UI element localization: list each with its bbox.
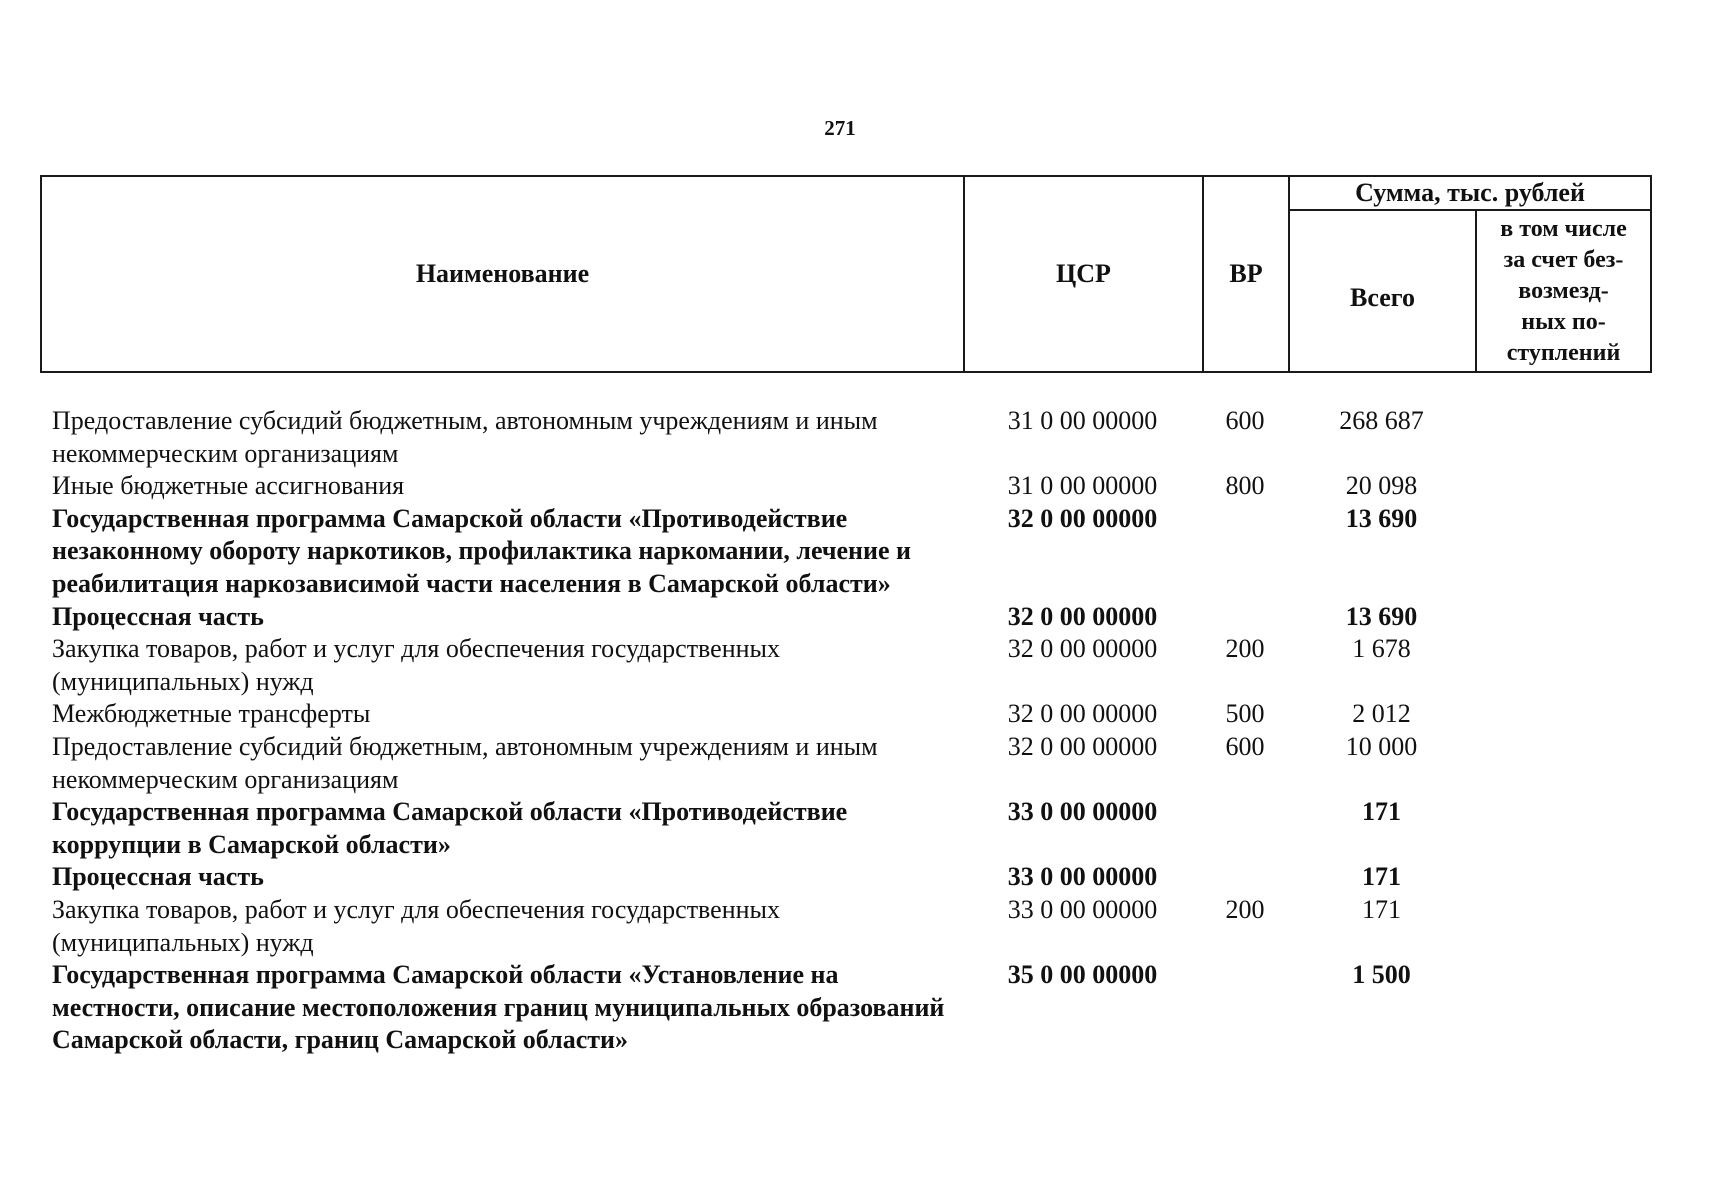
- row-incl: [1475, 698, 1650, 731]
- row-name: Предоставление субсидий бюджетным, автономным учреждениям и иным некоммерческим организациям: [52, 731, 878, 794]
- row-vr: [1202, 601, 1288, 634]
- row-total: 20 098: [1345, 471, 1418, 501]
- row-name: Государственная программа Самарской области «Установление на местности, описание местоположения границ муниципальных образований Самарской области, границ Самарской области»: [52, 960, 945, 1055]
- row-incl: [1475, 731, 1650, 796]
- header-incl-line: ных по-: [1521, 308, 1606, 335]
- row-vr: 800: [1225, 471, 1265, 501]
- row-vr: [1202, 959, 1288, 1057]
- row-vr: [1202, 796, 1288, 861]
- row-csr: 31 0 00 00000: [1007, 471, 1158, 501]
- table-row: [40, 503, 1650, 601]
- table-row: [40, 894, 1650, 959]
- page-number: 271: [824, 116, 856, 140]
- row-vr: [1202, 861, 1288, 894]
- header-csr: ЦСР: [964, 176, 1203, 372]
- row-total: 13 690: [1345, 601, 1418, 631]
- row-vr: 200: [1225, 634, 1265, 664]
- row-name: Закупка товаров, работ и услуг для обеспечения государственных (муниципальных) нужд: [52, 894, 781, 957]
- row-total: 1 678: [1352, 634, 1411, 664]
- row-incl: [1475, 470, 1650, 503]
- header-vr: ВР: [1203, 176, 1289, 372]
- header-sum-group: Сумма, тыс. рублей: [1289, 176, 1651, 210]
- table-header: [40, 175, 1652, 373]
- row-incl: [1475, 796, 1650, 861]
- row-incl: [1475, 861, 1650, 894]
- header-name: Наименование: [41, 176, 964, 372]
- row-csr: 33 0 00 00000: [1007, 797, 1158, 827]
- header-incl: [1476, 210, 1651, 372]
- row-vr: 600: [1225, 731, 1265, 761]
- row-name: Процессная часть: [52, 601, 264, 631]
- table-row: [40, 470, 1650, 503]
- table-row: [40, 633, 1650, 698]
- row-total: 13 690: [1345, 503, 1418, 533]
- row-csr: 35 0 00 00000: [1007, 960, 1158, 990]
- row-incl: [1475, 894, 1650, 959]
- row-name: Государственная программа Самарской области «Противодействие коррупции в Самарской области»: [52, 797, 848, 859]
- header-total: Всего: [1289, 210, 1476, 372]
- row-name: Процессная часть: [52, 862, 264, 892]
- header-incl-line: ступлений: [1506, 339, 1621, 366]
- row-total: 2 012: [1352, 699, 1411, 729]
- row-incl: [1475, 405, 1650, 470]
- row-csr: 32 0 00 00000: [1007, 634, 1158, 664]
- row-incl: [1475, 633, 1650, 698]
- table-row: [40, 796, 1650, 861]
- row-csr: 32 0 00 00000: [1007, 503, 1158, 533]
- row-vr: 600: [1225, 406, 1265, 435]
- header-incl-line: в том числе: [1500, 215, 1627, 242]
- row-name: Иные бюджетные ассигнования: [52, 471, 405, 501]
- row-vr: [1202, 503, 1288, 601]
- row-total: 268 687: [1339, 406, 1424, 435]
- row-name: Государственная программа Самарской области «Противодействие незаконному обороту наркотиков, профилактика наркомании, лечение и реабилитация наркозависимой части населения в Самарской области»: [52, 503, 912, 598]
- row-csr: 32 0 00 00000: [1007, 731, 1158, 761]
- row-csr: 32 0 00 00000: [1007, 601, 1158, 631]
- row-csr: 33 0 00 00000: [1007, 894, 1158, 924]
- table-row: [40, 861, 1650, 894]
- row-name: Предоставление субсидий бюджетным, автономным учреждениям и иным некоммерческим организациям: [52, 406, 878, 468]
- row-csr: 31 0 00 00000: [1007, 406, 1158, 435]
- table-body: [40, 405, 1650, 1057]
- row-total: 1 500: [1352, 960, 1411, 990]
- row-csr: 33 0 00 00000: [1007, 862, 1158, 892]
- row-csr: 32 0 00 00000: [1007, 699, 1158, 729]
- header-incl-line: за счет без-: [1503, 246, 1624, 273]
- table-row: [40, 959, 1650, 1057]
- table-row: [40, 405, 1650, 470]
- table-row: [40, 731, 1650, 796]
- table-row: [40, 698, 1650, 731]
- header-incl-line: возмезд-: [1518, 277, 1609, 304]
- table-row: [40, 601, 1650, 634]
- row-incl: [1475, 601, 1650, 634]
- row-total: 171: [1362, 862, 1401, 892]
- row-total: 171: [1362, 797, 1401, 827]
- row-vr: 200: [1225, 894, 1265, 924]
- row-total: 10 000: [1345, 731, 1418, 761]
- row-name: Закупка товаров, работ и услуг для обеспечения государственных (муниципальных) нужд: [52, 634, 781, 696]
- row-name: Межбюджетные трансферты: [52, 699, 371, 729]
- row-incl: [1475, 503, 1650, 601]
- row-total: 171: [1362, 894, 1401, 924]
- row-vr: 500: [1225, 699, 1265, 729]
- row-incl: [1475, 959, 1650, 1057]
